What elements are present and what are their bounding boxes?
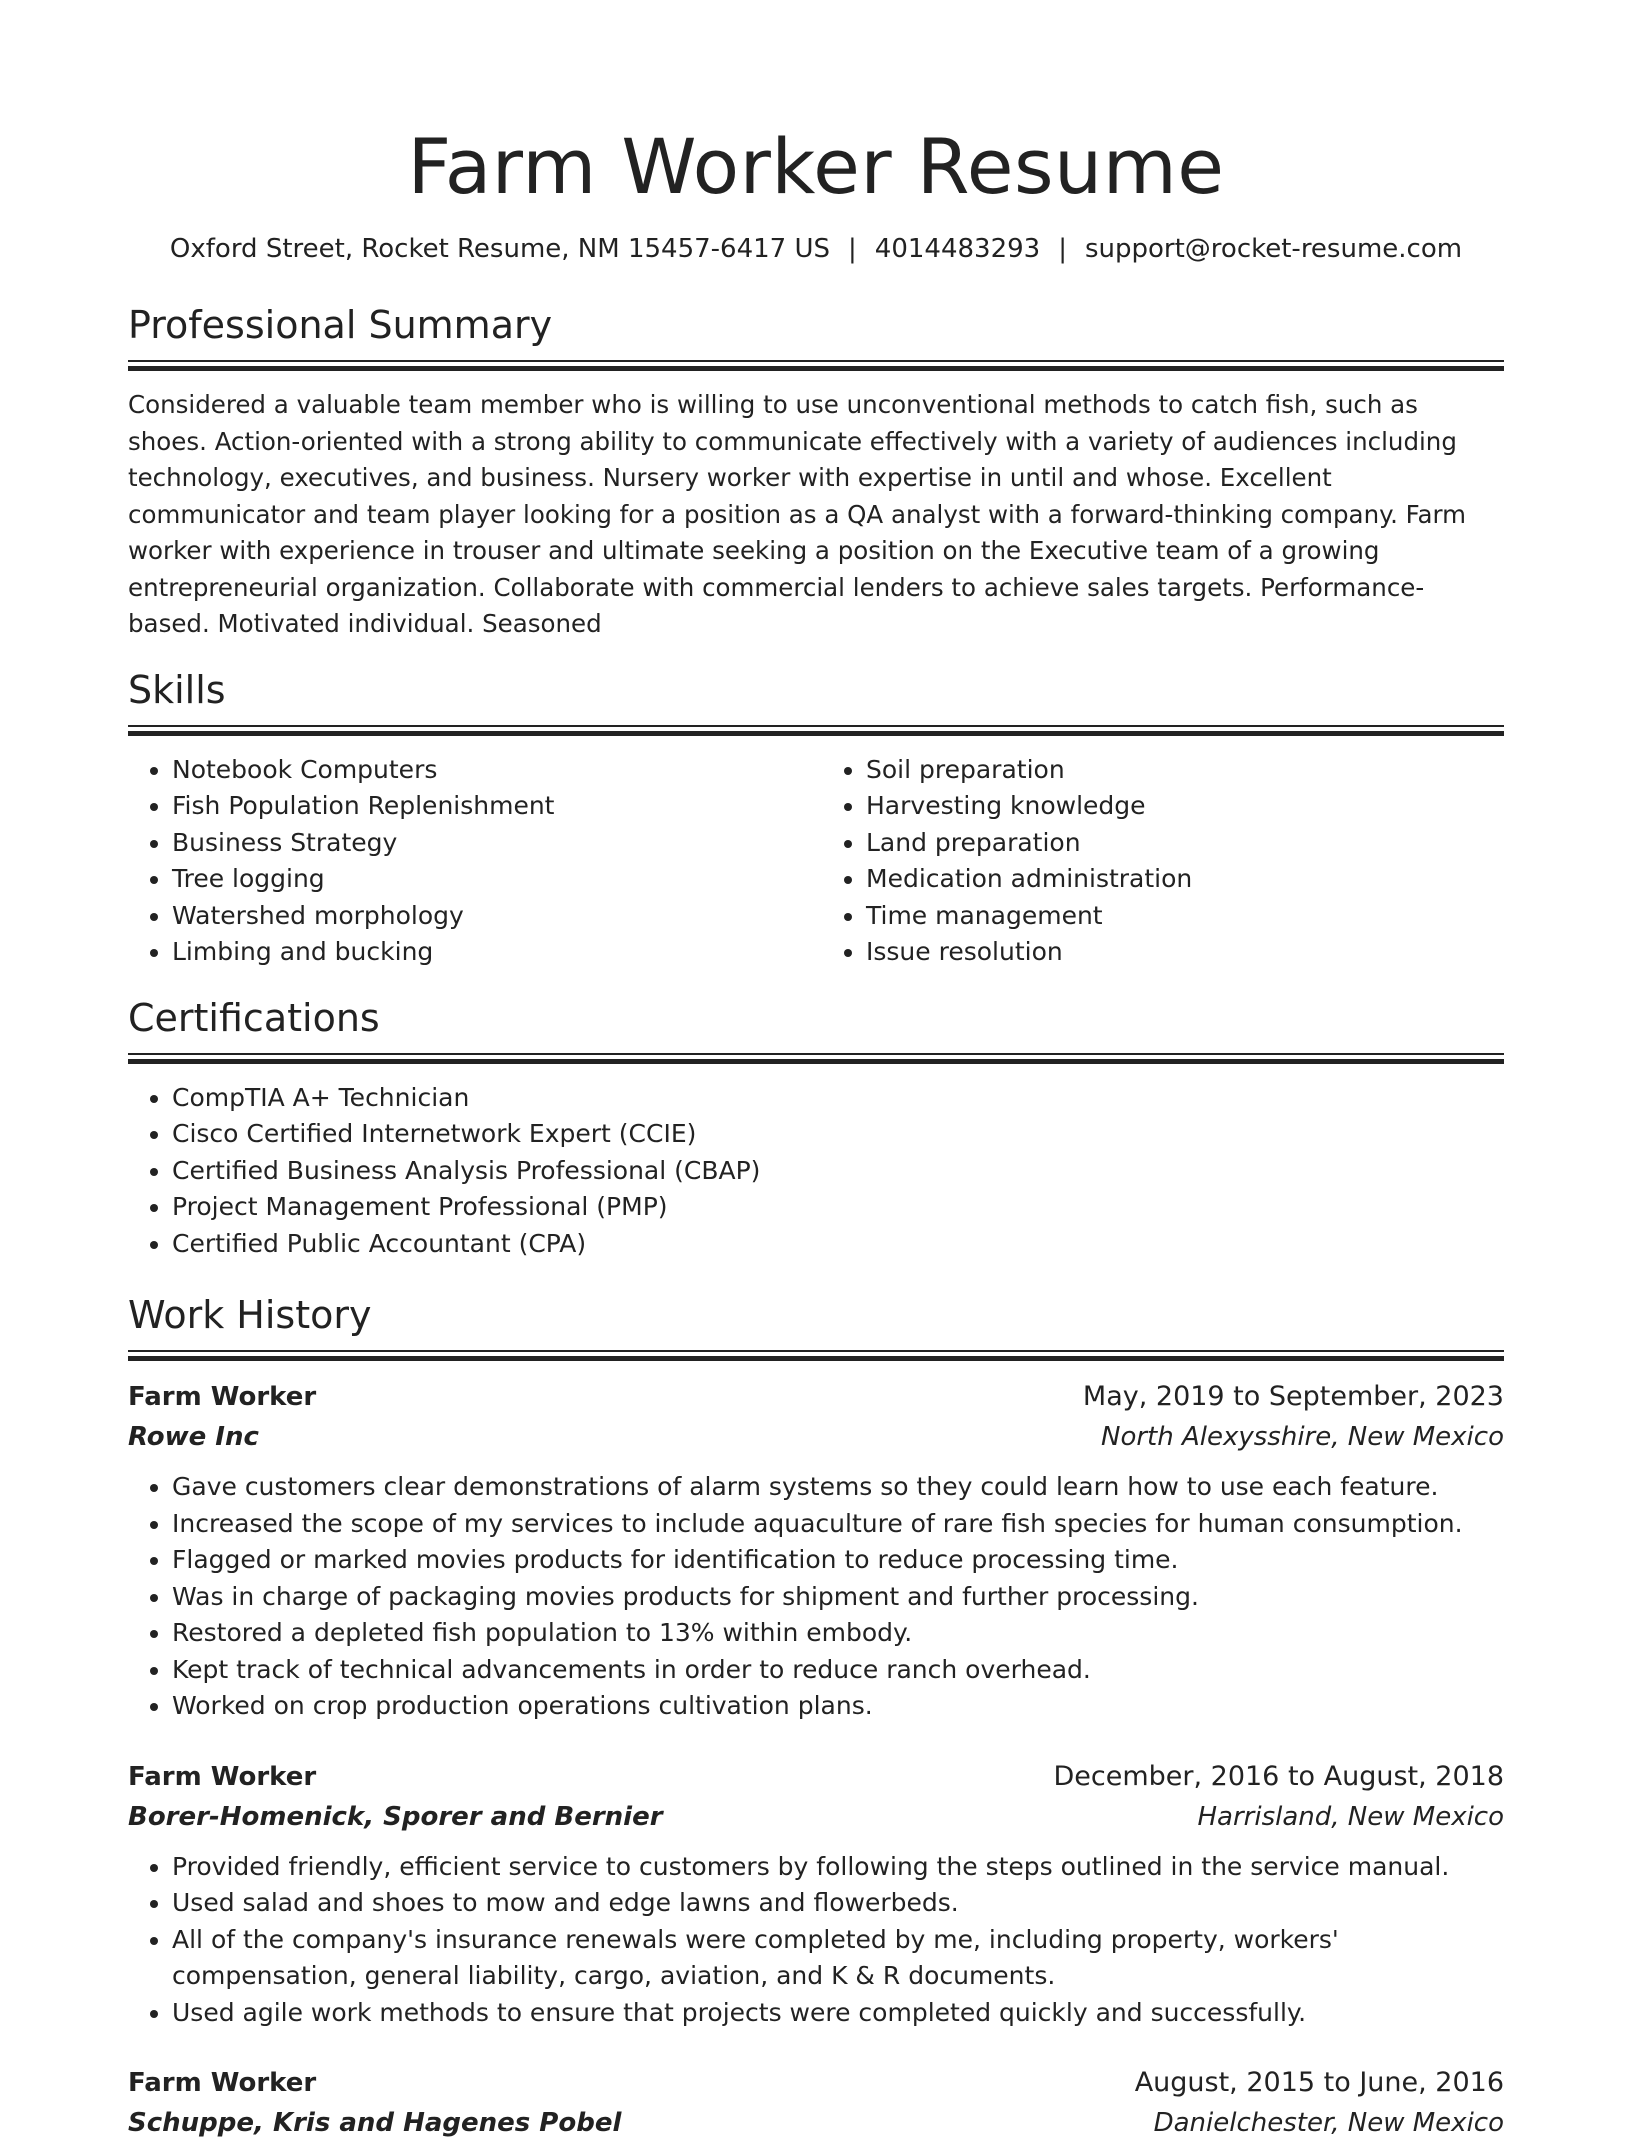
skill-item: • Medication administration (866, 861, 1504, 898)
job-duty-item: • Used agile work methods to ensure that projects were completed quickly and successfully. (172, 1995, 1504, 2032)
job-dates: May, 2019 to September, 2023 (1082, 1381, 1504, 1412)
certification-item: • Certified Public Accountant (CPA) (172, 1226, 1504, 1263)
job-duties-list (128, 1469, 1504, 1725)
job-duty-item: • Restored a depleted fish population to 13% within embody. (172, 1615, 1504, 1652)
resume-content (128, 118, 1504, 2143)
skills-section (128, 665, 1504, 971)
summary-text: Considered a valuable team member who is willing to use unconventional methods to catch fish, such as shoes. Action-oriented with a strong ability to communicate effectively with a variety of audiences including technology, executives, and business. Nursery worker with expertise in until and whose. Excellent communicator and team player looking for a position as a QA analyst with a forward-thinking company. Farm worker with experience in trouser and ultimate seeking a position on the Executive team of a growing entrepreneurial organization. Collaborate with commercial lenders to achieve sales targets. Performance-based. Motivated individual. Seasoned (128, 390, 1467, 638)
job-location: Danielchester, New Mexico (1153, 2108, 1504, 2138)
section-heading-work-history: Work History (128, 1293, 372, 1337)
skill-item: • Watershed morphology (172, 898, 816, 935)
job-company: Rowe Inc (128, 1422, 259, 1452)
contact-line (128, 232, 1504, 266)
job-entry (128, 1757, 1504, 2032)
job-header-row (128, 1377, 1504, 1417)
job-company-row (128, 2103, 1504, 2143)
job-duty-item: • Increased the scope of my services to include aquaculture of rare fish species for human consumption. (172, 1506, 1504, 1543)
contact-separator: | (1058, 234, 1067, 264)
skill-item: • Land preparation (866, 825, 1504, 862)
skills-list-right (816, 752, 1504, 971)
skill-item: • Time management (866, 898, 1504, 935)
section-heading-skills: Skills (128, 667, 226, 712)
job-dates: December, 2016 to August, 2018 (1053, 1760, 1504, 1792)
job-duty-item: • Was in charge of packaging movies products for shipment and further processing. (172, 1579, 1504, 1616)
certification-item: • CompTIA A+ Technician (172, 1080, 1504, 1117)
job-dates: August, 2015 to June, 2016 (1134, 2067, 1504, 2098)
certifications-section (128, 993, 1504, 1263)
job-title: Farm Worker (128, 1761, 317, 1792)
job-entry (128, 1377, 1504, 1725)
resume-title: Farm Worker Resume (407, 122, 1225, 211)
job-company: Borer-Homenick, Sporer and Bernier (128, 1801, 663, 1832)
job-duty-item: • Used salad and shoes to mow and edge lawns and flowerbeds. (172, 1885, 1504, 1922)
skill-item: • Notebook Computers (172, 752, 816, 789)
contact-address: Oxford Street, Rocket Resume, NM 15457-6417 US (169, 234, 831, 264)
work-history-section (128, 1290, 1504, 2143)
skill-item: • Harvesting knowledge (866, 788, 1504, 825)
job-company-row (128, 1417, 1504, 1457)
job-title: Farm Worker (128, 1382, 317, 1412)
job-duty-item: • Provided friendly, efficient service to customers by following the steps outlined in the service manual. (172, 1849, 1504, 1886)
section-divider (128, 1053, 1504, 1064)
skill-item: • Business Strategy (172, 825, 816, 862)
job-duty-item: • Gave customers clear demonstrations of alarm systems so they could learn how to use each feature. (172, 1469, 1504, 1506)
skills-columns (128, 752, 1504, 971)
skill-item: • Limbing and bucking (172, 934, 816, 971)
job-location: Harrisland, New Mexico (1197, 1801, 1504, 1832)
contact-email: support@rocket-resume.com (1084, 234, 1463, 264)
certification-item: • Project Management Professional (PMP) (172, 1189, 1504, 1226)
skill-item: • Tree logging (172, 861, 816, 898)
section-divider (128, 1350, 1504, 1361)
certification-item: • Certified Business Analysis Professional (CBAP) (172, 1153, 1504, 1190)
certifications-list (128, 1080, 1504, 1263)
job-duty-item: • All of the company's insurance renewals were completed by me, including property, workers' compensation, general liability, cargo, aviation, and K & R documents. (172, 1922, 1504, 1995)
job-duty-item: • Kept track of technical advancements in order to reduce ranch overhead. (172, 1652, 1504, 1689)
section-heading-summary: Professional Summary (128, 303, 553, 347)
job-location: North Alexysshire, New Mexico (1101, 1422, 1504, 1452)
contact-separator: | (848, 234, 857, 264)
job-duty-item: • Flagged or marked movies products for identification to reduce processing time. (172, 1542, 1504, 1579)
skills-list-left (128, 752, 816, 971)
job-duty-item: • Worked on crop production operations cultivation plans. (172, 1688, 1504, 1725)
skill-item: • Soil preparation (866, 752, 1504, 789)
summary-section (128, 300, 1504, 643)
job-title: Farm Worker (128, 2068, 317, 2098)
certification-item: • Cisco Certified Internetwork Expert (CCIE) (172, 1116, 1504, 1153)
skill-item: • Fish Population Replenishment (172, 788, 816, 825)
job-company-row (128, 1797, 1504, 1837)
job-duties-list (128, 1849, 1504, 2032)
section-divider (128, 360, 1504, 371)
section-divider (128, 725, 1504, 736)
job-header-row (128, 1757, 1504, 1797)
contact-phone: 4014483293 (874, 234, 1041, 264)
job-entry (128, 2063, 1504, 2143)
job-header-row (128, 2063, 1504, 2103)
section-heading-certifications: Certifications (128, 995, 380, 1040)
job-company: Schuppe, Kris and Hagenes Pobel (128, 2108, 622, 2138)
skill-item: • Issue resolution (866, 934, 1504, 971)
